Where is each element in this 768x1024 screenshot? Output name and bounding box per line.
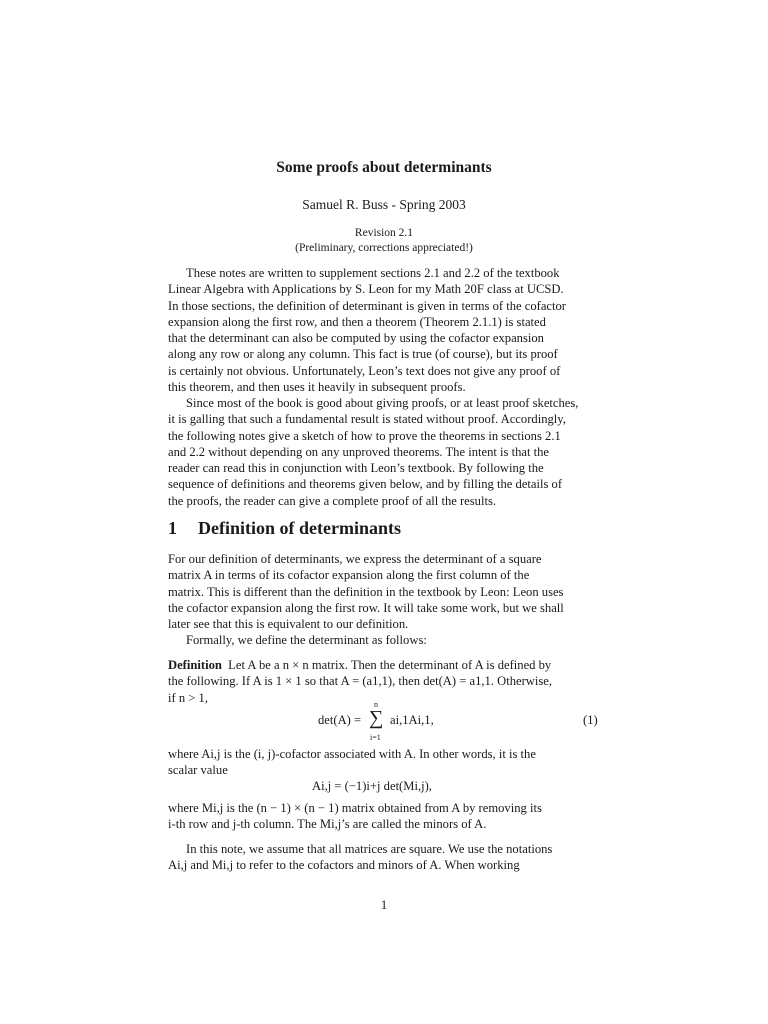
text-line: In this note, we assume that all matrices are square. We use the notations: [186, 842, 553, 856]
equation-2: Ai,j = (−1)i+j det(Mi,j),: [312, 779, 432, 793]
notation-paragraph: [168, 841, 600, 874]
definition-label: Definition: [168, 658, 222, 672]
text-line: scalar value: [168, 763, 228, 778]
text-line: it is galling that such a fundamental result is stated without proof. Accordingly,: [168, 412, 566, 427]
intro-paragraph-1: [168, 265, 600, 395]
definition-block: [168, 657, 600, 706]
text-line: and 2.2 without depending on any unproved theorems. The intent is that the: [168, 444, 550, 459]
text-line: is certainly not obvious. Unfortunately, Leon’s text does not give any proof of: [168, 363, 561, 378]
revision-block: [0, 226, 768, 256]
revision-note: (Preliminary, corrections appreciated!): [295, 242, 473, 254]
text-line: In those sections, the definition of determinant is given in terms of the cofactor: [168, 298, 566, 313]
text-line: the following. If A is 1 × 1 so that A = (a1,1), then det(A) = a1,1. Otherwise,: [168, 674, 553, 689]
text-line: the proofs, the reader can give a complete proof of all the results.: [168, 493, 497, 508]
text-line: Ai,j and Mi,j to refer to the cofactors and minors of A. When working: [168, 858, 520, 873]
paper-author: Samuel R. Buss - Spring 2003: [302, 197, 466, 212]
minor-explanation: [168, 800, 600, 833]
text-line: the cofactor expansion along the first row. It will take some work, but we shall: [168, 600, 564, 615]
text-line: For our definition of determinants, we express the determinant of a square: [168, 552, 542, 566]
text-line: Formally, we define the determinant as follows:: [186, 633, 427, 648]
section-title: Definition of determinants: [198, 518, 401, 538]
text-line: where Mi,j is the (n − 1) × (n − 1) matrix obtained from A by removing its: [168, 801, 542, 815]
text-line: Since most of the book is good about giving proofs, or at least proof sketches,: [186, 396, 579, 410]
cofactor-explanation: [168, 746, 600, 779]
page-number: 1: [380, 898, 388, 912]
section-number: 1: [168, 518, 177, 538]
text-line: this theorem, and then uses it heavily in subsequent proofs.: [168, 380, 466, 395]
text-line: the following notes give a sketch of how to prove the theorems in sections 2.1: [168, 428, 561, 443]
text-line: matrix A in terms of its cofactor expansion along the first column of the: [168, 568, 530, 583]
text-line: sequence of definitions and theorems given below, and by filling the details of: [168, 477, 563, 492]
text-line: later see that this is equivalent to our definition.: [168, 617, 409, 632]
equation-lhs: det(A) =: [318, 713, 362, 727]
text-line: These notes are written to supplement sections 2.1 and 2.2 of the textbook: [186, 266, 560, 280]
text-line: if n > 1,: [168, 690, 208, 705]
text-line: reader can read this in conjunction with Leon’s textbook. By following the: [168, 461, 544, 476]
section-paragraph-1: [168, 551, 600, 649]
paper-title: Some proofs about determinants: [276, 159, 492, 176]
text-line: [168, 657, 600, 673]
equation-rhs: ai,1Ai,1,: [390, 713, 434, 727]
sum-symbol: ∑: [369, 707, 384, 729]
definition-text: Let A be a n × n matrix. Then the determinant of A is defined by: [228, 658, 552, 672]
sum-lower-limit: i=1: [370, 733, 381, 742]
revision-label: Revision 2.1: [354, 227, 414, 239]
text-line: i-th row and j-th column. The Mi,j’s are called the minors of A.: [168, 817, 487, 832]
text-line: expansion along the first row, and then a theorem (Theorem 2.1.1) is stated: [168, 314, 546, 329]
sum-upper-limit: n: [374, 700, 378, 709]
text-line: matrix. This is different than the definition in the textbook by Leon: Leon uses: [168, 584, 564, 599]
section-heading: [168, 518, 600, 539]
intro-paragraph-2: [168, 395, 600, 509]
text-line: that the determinant can also be computed by using the cofactor expansion: [168, 331, 544, 346]
text-line: along any row or along any column. This fact is true (of course), but its proof: [168, 347, 558, 362]
text-line: Linear Algebra with Applications by S. Leon for my Math 20F class at UCSD.: [168, 282, 564, 297]
equation-number: (1): [583, 713, 598, 727]
text-line: where Ai,j is the (i, j)-cofactor associated with A. In other words, it is the: [168, 747, 536, 761]
